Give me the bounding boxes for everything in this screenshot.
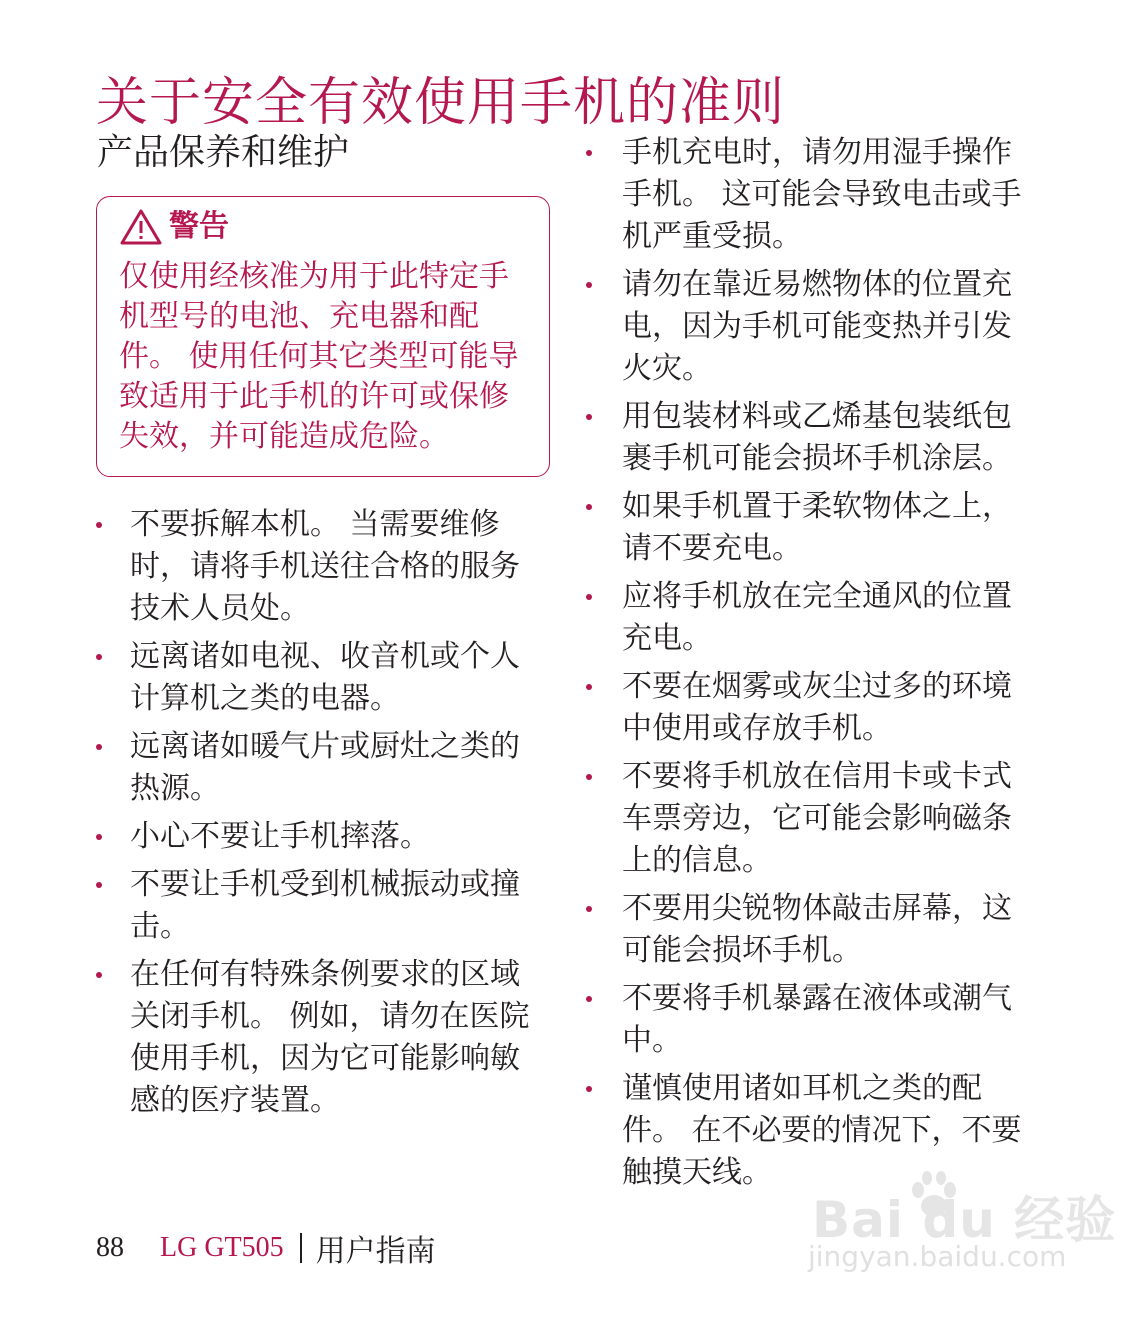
list-item bbox=[586, 132, 1056, 258]
list-item bbox=[96, 816, 556, 858]
list-item-line: 远离诸如暖气片或厨灶之类的 bbox=[130, 729, 520, 764]
list-item-line: 请不要充电。 bbox=[622, 531, 802, 566]
list-item bbox=[586, 756, 1056, 882]
bullet-icon bbox=[586, 906, 592, 912]
footer-divider bbox=[300, 1233, 302, 1263]
list-item bbox=[96, 864, 556, 948]
list-item-line: 手机充电时，请勿用湿手操作 bbox=[622, 135, 1012, 170]
list-item-line: 小心不要让手机摔落。 bbox=[130, 819, 430, 854]
left-bullet-list bbox=[96, 504, 556, 1128]
bullet-icon bbox=[586, 414, 592, 420]
page-number: 88 bbox=[96, 1232, 124, 1263]
warning-line: 失效，并可能造成危险。 bbox=[119, 419, 449, 454]
list-item-line: 时，请将手机送往合格的服务 bbox=[130, 549, 520, 584]
watermark-url: jingyan.baidu.com bbox=[808, 1240, 1067, 1273]
warning-header bbox=[119, 207, 229, 247]
list-item-line: 使用手机，因为它可能影响敏 bbox=[130, 1041, 520, 1076]
list-item-line: 件。 在不必要的情况下，不要 bbox=[622, 1113, 1022, 1148]
bullet-icon bbox=[96, 882, 102, 888]
bullet-icon bbox=[96, 654, 102, 660]
bullet-icon bbox=[586, 774, 592, 780]
list-item bbox=[96, 954, 556, 1122]
list-item-line: 裹手机可能会损坏手机涂层。 bbox=[622, 441, 1012, 476]
list-item-line: 谨慎使用诸如耳机之类的配 bbox=[622, 1071, 982, 1106]
warning-text bbox=[119, 257, 537, 457]
list-item bbox=[586, 396, 1056, 480]
guide-title: 用户指南 bbox=[315, 1234, 436, 1269]
bullet-icon bbox=[586, 150, 592, 156]
list-item-line: 远离诸如电视、收音机或个人 bbox=[130, 639, 520, 674]
list-item bbox=[586, 576, 1056, 660]
bullet-icon bbox=[586, 1086, 592, 1092]
model-name: LG GT505 bbox=[160, 1232, 284, 1263]
list-item-line: 不要在烟雾或灰尘过多的环境 bbox=[622, 669, 1012, 704]
list-item bbox=[96, 504, 556, 630]
watermark-logo: Bai du 经验 bbox=[812, 1191, 1117, 1249]
bullet-icon bbox=[586, 684, 592, 690]
section-title: 产品保养和维护 bbox=[97, 132, 350, 173]
page-footer bbox=[96, 1226, 436, 1270]
list-item-line: 可能会损坏手机。 bbox=[622, 933, 862, 968]
list-item-line: 关闭手机。 例如，请勿在医院 bbox=[130, 999, 530, 1034]
list-item-line: 应将手机放在完全通风的位置 bbox=[622, 579, 1012, 614]
bullet-icon bbox=[586, 996, 592, 1002]
list-item-line: 不要让手机受到机械振动或撞 bbox=[130, 867, 520, 902]
list-item-line: 击。 bbox=[130, 909, 190, 944]
list-item-line: 充电。 bbox=[622, 621, 712, 656]
list-item bbox=[96, 726, 556, 810]
list-item-line: 火灾。 bbox=[622, 351, 712, 386]
baidu-watermark bbox=[800, 1176, 1117, 1286]
warning-line: 件。 使用任何其它类型可能导 bbox=[119, 339, 519, 374]
list-item-line: 机严重受损。 bbox=[622, 219, 802, 254]
list-item-line: 触摸天线。 bbox=[622, 1155, 772, 1190]
list-item-line: 中。 bbox=[622, 1023, 682, 1058]
list-item-line: 技术人员处。 bbox=[130, 591, 310, 626]
bullet-icon bbox=[96, 744, 102, 750]
list-item-line: 感的医疗装置。 bbox=[130, 1083, 340, 1118]
list-item-line: 电，因为手机可能变热并引发 bbox=[622, 309, 1012, 344]
warning-label: 警告 bbox=[169, 209, 229, 244]
list-item-line: 手机。 这可能会导致电击或手 bbox=[622, 177, 1022, 212]
warning-line: 致适用于此手机的许可或保修 bbox=[119, 379, 509, 414]
bullet-icon bbox=[96, 522, 102, 528]
list-item-line: 不要用尖锐物体敲击屏幕，这 bbox=[622, 891, 1012, 926]
bullet-icon bbox=[96, 834, 102, 840]
bullet-icon bbox=[96, 972, 102, 978]
bullet-icon bbox=[586, 504, 592, 510]
list-item-line: 热源。 bbox=[130, 771, 220, 806]
page-title: 关于安全有效使用手机的准则 bbox=[96, 72, 786, 133]
list-item bbox=[586, 666, 1056, 750]
list-item-line: 上的信息。 bbox=[622, 843, 772, 878]
bullet-icon bbox=[586, 594, 592, 600]
list-item bbox=[96, 636, 556, 720]
list-item bbox=[586, 978, 1056, 1062]
list-item-line: 用包装材料或乙烯基包装纸包 bbox=[622, 399, 1012, 434]
list-item-line: 不要将手机放在信用卡或卡式 bbox=[622, 759, 1012, 794]
warning-line: 仅使用经核准为用于此特定手 bbox=[119, 259, 509, 294]
list-item bbox=[586, 264, 1056, 390]
list-item-line: 请勿在靠近易燃物体的位置充 bbox=[622, 267, 1012, 302]
list-item-line: 中使用或存放手机。 bbox=[622, 711, 892, 746]
warning-line: 机型号的电池、充电器和配 bbox=[119, 299, 479, 334]
bullet-icon bbox=[586, 282, 592, 288]
list-item-line: 不要将手机暴露在液体或潮气 bbox=[622, 981, 1012, 1016]
list-item-line: 不要拆解本机。 当需要维修 bbox=[130, 507, 500, 542]
list-item-line: 车票旁边，它可能会影响磁条 bbox=[622, 801, 1012, 836]
right-bullet-list bbox=[586, 132, 1056, 1200]
list-item bbox=[586, 486, 1056, 570]
list-item-line: 在任何有特殊条例要求的区域 bbox=[130, 957, 520, 992]
list-item bbox=[586, 888, 1056, 972]
warning-box bbox=[96, 196, 550, 477]
list-item-line: 计算机之类的电器。 bbox=[130, 681, 400, 716]
list-item-line: 如果手机置于柔软物体之上， bbox=[622, 489, 1012, 524]
warning-triangle-icon bbox=[119, 208, 163, 246]
